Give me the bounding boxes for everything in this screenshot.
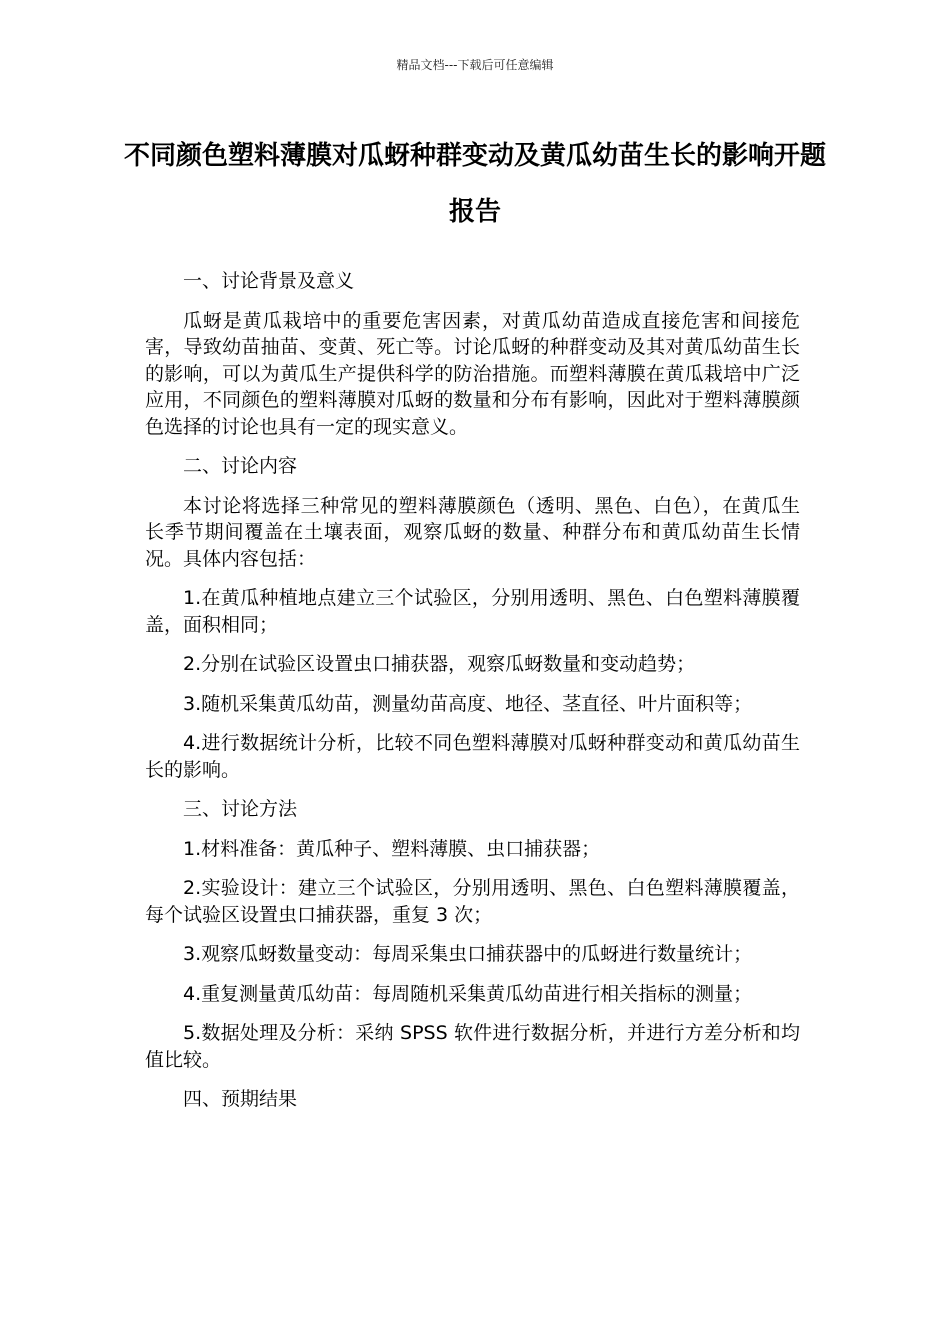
document-body — [145, 268, 800, 1126]
list-item-content-3: 3.随机采集黄瓜幼苗，测量幼苗高度、地径、茎直径、叶片面积等； — [183, 692, 753, 715]
section-heading-method: 三、讨论方法 — [183, 798, 298, 820]
list-item-method-5: 5.数据处理及分析：采纳 SPSS 软件进行数据分析，并进行方差分析和均值比较。 — [145, 1022, 800, 1071]
list-item-method-2: 2.实验设计：建立三个试验区，分别用透明、黑色、白色塑料薄膜覆盖，每个试验区设置虫口捕获器，重复 3 次； — [145, 877, 800, 926]
list-item-content-1: 1.在黄瓜种植地点建立三个试验区，分别用透明、黑色、白色塑料薄膜覆盖，面积相同； — [145, 587, 800, 636]
list-item-content-4: 4.进行数据统计分析，比较不同色塑料薄膜对瓜蚜种群变动和黄瓜幼苗生长的影响。 — [145, 732, 800, 781]
section-heading-content: 二、讨论内容 — [183, 455, 298, 477]
list-item-content-2: 2.分别在试验区设置虫口捕获器，观察瓜蚜数量和变动趋势； — [183, 653, 696, 675]
section-heading-background: 一、讨论背景及意义 — [183, 270, 355, 292]
list-item-method-3: 3.观察瓜蚜数量变动：每周采集虫口捕获器中的瓜蚜进行数量统计； — [183, 943, 753, 965]
paragraph-content-intro: 本讨论将选择三种常见的塑料薄膜颜色（透明、黑色、白色），在黄瓜生长季节期间覆盖在土壤表面，观察瓜蚜的数量、种群分布和黄瓜幼苗生长情况。具体内容包括： — [145, 494, 800, 570]
header-note: 精品文档---下载后可任意编辑 — [396, 58, 554, 72]
list-item-method-1: 1.材料准备：黄瓜种子、塑料薄膜、虫口捕获器； — [183, 837, 601, 860]
document-title: 不同颜色塑料薄膜对瓜蚜种群变动及黄瓜幼苗生长的影响开题报告 — [123, 141, 826, 227]
section-heading-results: 四、预期结果 — [183, 1088, 298, 1110]
paragraph-background: 瓜蚜是黄瓜栽培中的重要危害因素，对黄瓜幼苗造成直接危害和间接危害，导致幼苗抽苗、变黄、死亡等。讨论瓜蚜的种群变动及其对黄瓜幼苗生长的影响，可以为黄瓜生产提供科学的防治措施。而塑料薄膜在黄瓜栽培中广泛应用，不同颜色的塑料薄膜对瓜蚜的数量和分布有影响，因此对于塑料薄膜颜色选择的讨论也具有一定的现实意义。 — [145, 309, 800, 438]
list-item-method-4: 4.重复测量黄瓜幼苗：每周随机采集黄瓜幼苗进行相关指标的测量； — [183, 982, 753, 1005]
